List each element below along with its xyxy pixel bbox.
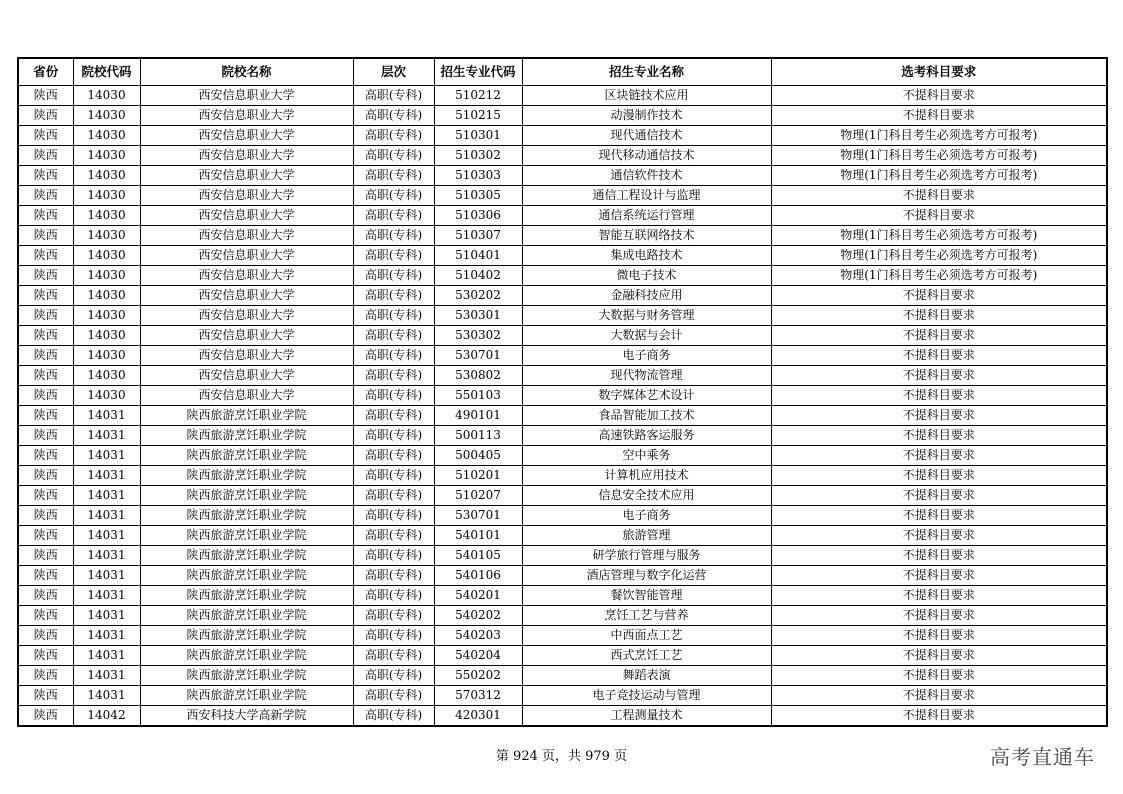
province-cell: 陕西 bbox=[18, 166, 73, 186]
level-cell: 高职(专科) bbox=[353, 406, 434, 426]
school-name-cell: 西安科技大学高新学院 bbox=[140, 706, 353, 727]
table-row bbox=[18, 86, 1107, 106]
table-row bbox=[18, 586, 1107, 606]
school-name-cell: 西安信息职业大学 bbox=[140, 246, 353, 266]
school-code-cell: 14030 bbox=[73, 186, 140, 206]
province-cell: 陕西 bbox=[18, 246, 73, 266]
major-name-cell: 大数据与会计 bbox=[522, 326, 771, 346]
level-cell: 高职(专科) bbox=[353, 146, 434, 166]
page-footer: 第 924 页，共 979 页 bbox=[495, 749, 628, 764]
school-code-cell: 14031 bbox=[73, 626, 140, 646]
subject-requirement-cell: 不提科目要求 bbox=[771, 446, 1107, 466]
table-row bbox=[18, 346, 1107, 366]
header-school-name: 院校名称 bbox=[140, 58, 353, 86]
school-code-cell: 14030 bbox=[73, 146, 140, 166]
table-row bbox=[18, 666, 1107, 686]
school-code-cell: 14030 bbox=[73, 246, 140, 266]
major-name-cell: 信息安全技术应用 bbox=[522, 486, 771, 506]
subject-requirement-cell: 物理(1门科目考生必须选考方可报考) bbox=[771, 246, 1107, 266]
major-name-cell: 研学旅行管理与服务 bbox=[522, 546, 771, 566]
school-name-cell: 西安信息职业大学 bbox=[140, 326, 353, 346]
subject-requirement-cell: 不提科目要求 bbox=[771, 666, 1107, 686]
province-cell: 陕西 bbox=[18, 126, 73, 146]
school-code-cell: 14030 bbox=[73, 346, 140, 366]
major-code-cell: 420301 bbox=[434, 706, 522, 727]
table-row bbox=[18, 266, 1107, 286]
level-cell: 高职(专科) bbox=[353, 606, 434, 626]
major-name-cell: 数字媒体艺术设计 bbox=[522, 386, 771, 406]
province-cell: 陕西 bbox=[18, 386, 73, 406]
level-cell: 高职(专科) bbox=[353, 586, 434, 606]
table-row bbox=[18, 386, 1107, 406]
header-major-name: 招生专业名称 bbox=[522, 58, 771, 86]
table-body bbox=[18, 86, 1107, 727]
school-name-cell: 陕西旅游烹饪职业学院 bbox=[140, 566, 353, 586]
subject-requirement-cell: 不提科目要求 bbox=[771, 306, 1107, 326]
school-code-cell: 14031 bbox=[73, 506, 140, 526]
major-name-cell: 烹饪工艺与营养 bbox=[522, 606, 771, 626]
major-code-cell: 510307 bbox=[434, 226, 522, 246]
school-code-cell: 14030 bbox=[73, 226, 140, 246]
major-code-cell: 540105 bbox=[434, 546, 522, 566]
school-name-cell: 西安信息职业大学 bbox=[140, 206, 353, 226]
major-code-cell: 540106 bbox=[434, 566, 522, 586]
subject-requirement-cell: 不提科目要求 bbox=[771, 466, 1107, 486]
level-cell: 高职(专科) bbox=[353, 566, 434, 586]
level-cell: 高职(专科) bbox=[353, 326, 434, 346]
major-name-cell: 金融科技应用 bbox=[522, 286, 771, 306]
major-name-cell: 电子竞技运动与管理 bbox=[522, 686, 771, 706]
table-row bbox=[18, 486, 1107, 506]
province-cell: 陕西 bbox=[18, 226, 73, 246]
major-name-cell: 舞蹈表演 bbox=[522, 666, 771, 686]
province-cell: 陕西 bbox=[18, 646, 73, 666]
major-code-cell: 510402 bbox=[434, 266, 522, 286]
level-cell: 高职(专科) bbox=[353, 626, 434, 646]
province-cell: 陕西 bbox=[18, 546, 73, 566]
major-name-cell: 微电子技术 bbox=[522, 266, 771, 286]
province-cell: 陕西 bbox=[18, 206, 73, 226]
province-cell: 陕西 bbox=[18, 506, 73, 526]
province-cell: 陕西 bbox=[18, 366, 73, 386]
school-name-cell: 西安信息职业大学 bbox=[140, 386, 353, 406]
level-cell: 高职(专科) bbox=[353, 446, 434, 466]
major-code-cell: 510401 bbox=[434, 246, 522, 266]
brand-watermark: 高考直通车 bbox=[990, 745, 1095, 769]
level-cell: 高职(专科) bbox=[353, 466, 434, 486]
province-cell: 陕西 bbox=[18, 586, 73, 606]
header-level: 层次 bbox=[353, 58, 434, 86]
school-code-cell: 14042 bbox=[73, 706, 140, 727]
province-cell: 陕西 bbox=[18, 346, 73, 366]
major-code-cell: 510301 bbox=[434, 126, 522, 146]
province-cell: 陕西 bbox=[18, 526, 73, 546]
table-row bbox=[18, 246, 1107, 266]
table-row bbox=[18, 686, 1107, 706]
major-name-cell: 餐饮智能管理 bbox=[522, 586, 771, 606]
province-cell: 陕西 bbox=[18, 706, 73, 727]
school-code-cell: 14030 bbox=[73, 266, 140, 286]
table-row bbox=[18, 286, 1107, 306]
major-name-cell: 通信工程设计与监理 bbox=[522, 186, 771, 206]
school-name-cell: 西安信息职业大学 bbox=[140, 266, 353, 286]
table-row bbox=[18, 326, 1107, 346]
enrollment-table bbox=[17, 57, 1108, 727]
table-row bbox=[18, 226, 1107, 246]
header-province: 省份 bbox=[18, 58, 73, 86]
school-name-cell: 陕西旅游烹饪职业学院 bbox=[140, 466, 353, 486]
province-cell: 陕西 bbox=[18, 86, 73, 106]
school-name-cell: 陕西旅游烹饪职业学院 bbox=[140, 446, 353, 466]
subject-requirement-cell: 不提科目要求 bbox=[771, 686, 1107, 706]
header-school-code: 院校代码 bbox=[73, 58, 140, 86]
school-name-cell: 陕西旅游烹饪职业学院 bbox=[140, 586, 353, 606]
major-name-cell: 现代移动通信技术 bbox=[522, 146, 771, 166]
subject-requirement-cell: 物理(1门科目考生必须选考方可报考) bbox=[771, 166, 1107, 186]
province-cell: 陕西 bbox=[18, 326, 73, 346]
school-name-cell: 西安信息职业大学 bbox=[140, 346, 353, 366]
school-code-cell: 14031 bbox=[73, 406, 140, 426]
major-code-cell: 500405 bbox=[434, 446, 522, 466]
major-name-cell: 计算机应用技术 bbox=[522, 466, 771, 486]
major-code-cell: 540202 bbox=[434, 606, 522, 626]
level-cell: 高职(专科) bbox=[353, 706, 434, 727]
school-code-cell: 14030 bbox=[73, 86, 140, 106]
province-cell: 陕西 bbox=[18, 146, 73, 166]
school-code-cell: 14031 bbox=[73, 446, 140, 466]
table-row bbox=[18, 646, 1107, 666]
level-cell: 高职(专科) bbox=[353, 106, 434, 126]
school-name-cell: 陕西旅游烹饪职业学院 bbox=[140, 426, 353, 446]
subject-requirement-cell: 不提科目要求 bbox=[771, 546, 1107, 566]
table-row bbox=[18, 126, 1107, 146]
school-name-cell: 陕西旅游烹饪职业学院 bbox=[140, 666, 353, 686]
major-name-cell: 智能互联网络技术 bbox=[522, 226, 771, 246]
major-name-cell: 动漫制作技术 bbox=[522, 106, 771, 126]
school-code-cell: 14031 bbox=[73, 566, 140, 586]
major-code-cell: 510215 bbox=[434, 106, 522, 126]
school-name-cell: 西安信息职业大学 bbox=[140, 366, 353, 386]
school-code-cell: 14030 bbox=[73, 386, 140, 406]
table-row bbox=[18, 706, 1107, 727]
major-code-cell: 530302 bbox=[434, 326, 522, 346]
major-code-cell: 510306 bbox=[434, 206, 522, 226]
table-row bbox=[18, 426, 1107, 446]
table-row bbox=[18, 306, 1107, 326]
level-cell: 高职(专科) bbox=[353, 386, 434, 406]
level-cell: 高职(专科) bbox=[353, 346, 434, 366]
province-cell: 陕西 bbox=[18, 666, 73, 686]
subject-requirement-cell: 不提科目要求 bbox=[771, 566, 1107, 586]
level-cell: 高职(专科) bbox=[353, 286, 434, 306]
school-name-cell: 西安信息职业大学 bbox=[140, 86, 353, 106]
subject-requirement-cell: 不提科目要求 bbox=[771, 206, 1107, 226]
province-cell: 陕西 bbox=[18, 266, 73, 286]
table-row bbox=[18, 106, 1107, 126]
table-row bbox=[18, 626, 1107, 646]
major-name-cell: 空中乘务 bbox=[522, 446, 771, 466]
level-cell: 高职(专科) bbox=[353, 486, 434, 506]
subject-requirement-cell: 不提科目要求 bbox=[771, 386, 1107, 406]
school-code-cell: 14031 bbox=[73, 526, 140, 546]
major-code-cell: 510201 bbox=[434, 466, 522, 486]
subject-requirement-cell: 不提科目要求 bbox=[771, 326, 1107, 346]
major-code-cell: 550103 bbox=[434, 386, 522, 406]
major-code-cell: 530802 bbox=[434, 366, 522, 386]
major-code-cell: 540101 bbox=[434, 526, 522, 546]
school-code-cell: 14031 bbox=[73, 426, 140, 446]
school-name-cell: 陕西旅游烹饪职业学院 bbox=[140, 486, 353, 506]
level-cell: 高职(专科) bbox=[353, 366, 434, 386]
school-name-cell: 西安信息职业大学 bbox=[140, 126, 353, 146]
level-cell: 高职(专科) bbox=[353, 86, 434, 106]
major-code-cell: 510303 bbox=[434, 166, 522, 186]
province-cell: 陕西 bbox=[18, 406, 73, 426]
school-name-cell: 陕西旅游烹饪职业学院 bbox=[140, 406, 353, 426]
major-code-cell: 550202 bbox=[434, 666, 522, 686]
province-cell: 陕西 bbox=[18, 286, 73, 306]
table-row bbox=[18, 506, 1107, 526]
major-code-cell: 570312 bbox=[434, 686, 522, 706]
table-row bbox=[18, 446, 1107, 466]
province-cell: 陕西 bbox=[18, 426, 73, 446]
province-cell: 陕西 bbox=[18, 306, 73, 326]
subject-requirement-cell: 不提科目要求 bbox=[771, 626, 1107, 646]
major-name-cell: 电子商务 bbox=[522, 346, 771, 366]
school-code-cell: 14030 bbox=[73, 206, 140, 226]
major-code-cell: 510207 bbox=[434, 486, 522, 506]
subject-requirement-cell: 不提科目要求 bbox=[771, 346, 1107, 366]
school-code-cell: 14030 bbox=[73, 286, 140, 306]
table-row bbox=[18, 186, 1107, 206]
major-name-cell: 通信软件技术 bbox=[522, 166, 771, 186]
major-name-cell: 高速铁路客运服务 bbox=[522, 426, 771, 446]
table-row bbox=[18, 366, 1107, 386]
subject-requirement-cell: 物理(1门科目考生必须选考方可报考) bbox=[771, 266, 1107, 286]
subject-requirement-cell: 不提科目要求 bbox=[771, 526, 1107, 546]
subject-requirement-cell: 不提科目要求 bbox=[771, 606, 1107, 626]
subject-requirement-cell: 不提科目要求 bbox=[771, 706, 1107, 727]
subject-requirement-cell: 物理(1门科目考生必须选考方可报考) bbox=[771, 146, 1107, 166]
table-row bbox=[18, 606, 1107, 626]
major-name-cell: 旅游管理 bbox=[522, 526, 771, 546]
level-cell: 高职(专科) bbox=[353, 166, 434, 186]
subject-requirement-cell: 不提科目要求 bbox=[771, 486, 1107, 506]
province-cell: 陕西 bbox=[18, 186, 73, 206]
major-code-cell: 510212 bbox=[434, 86, 522, 106]
table-row bbox=[18, 546, 1107, 566]
level-cell: 高职(专科) bbox=[353, 666, 434, 686]
major-name-cell: 食品智能加工技术 bbox=[522, 406, 771, 426]
school-code-cell: 14031 bbox=[73, 486, 140, 506]
major-name-cell: 中西面点工艺 bbox=[522, 626, 771, 646]
province-cell: 陕西 bbox=[18, 566, 73, 586]
level-cell: 高职(专科) bbox=[353, 126, 434, 146]
table-row bbox=[18, 406, 1107, 426]
level-cell: 高职(专科) bbox=[353, 226, 434, 246]
school-code-cell: 14030 bbox=[73, 326, 140, 346]
major-name-cell: 大数据与财务管理 bbox=[522, 306, 771, 326]
school-code-cell: 14031 bbox=[73, 646, 140, 666]
level-cell: 高职(专科) bbox=[353, 646, 434, 666]
header-major-code: 招生专业代码 bbox=[434, 58, 522, 86]
level-cell: 高职(专科) bbox=[353, 206, 434, 226]
major-code-cell: 500113 bbox=[434, 426, 522, 446]
header-subject-requirement: 选考科目要求 bbox=[771, 58, 1107, 86]
school-name-cell: 西安信息职业大学 bbox=[140, 146, 353, 166]
province-cell: 陕西 bbox=[18, 106, 73, 126]
level-cell: 高职(专科) bbox=[353, 546, 434, 566]
subject-requirement-cell: 物理(1门科目考生必须选考方可报考) bbox=[771, 126, 1107, 146]
subject-requirement-cell: 不提科目要求 bbox=[771, 406, 1107, 426]
table-row bbox=[18, 146, 1107, 166]
school-code-cell: 14030 bbox=[73, 126, 140, 146]
school-code-cell: 14030 bbox=[73, 366, 140, 386]
major-code-cell: 540204 bbox=[434, 646, 522, 666]
subject-requirement-cell: 不提科目要求 bbox=[771, 506, 1107, 526]
province-cell: 陕西 bbox=[18, 446, 73, 466]
school-code-cell: 14030 bbox=[73, 166, 140, 186]
table-row bbox=[18, 466, 1107, 486]
subject-requirement-cell: 不提科目要求 bbox=[771, 86, 1107, 106]
major-code-cell: 530202 bbox=[434, 286, 522, 306]
major-code-cell: 510305 bbox=[434, 186, 522, 206]
level-cell: 高职(专科) bbox=[353, 246, 434, 266]
level-cell: 高职(专科) bbox=[353, 306, 434, 326]
major-name-cell: 集成电路技术 bbox=[522, 246, 771, 266]
school-code-cell: 14031 bbox=[73, 686, 140, 706]
major-name-cell: 电子商务 bbox=[522, 506, 771, 526]
major-name-cell: 现代物流管理 bbox=[522, 366, 771, 386]
school-code-cell: 14030 bbox=[73, 106, 140, 126]
major-name-cell: 通信系统运行管理 bbox=[522, 206, 771, 226]
subject-requirement-cell: 不提科目要求 bbox=[771, 586, 1107, 606]
level-cell: 高职(专科) bbox=[353, 426, 434, 446]
school-code-cell: 14031 bbox=[73, 666, 140, 686]
major-code-cell: 530701 bbox=[434, 346, 522, 366]
major-code-cell: 510302 bbox=[434, 146, 522, 166]
school-code-cell: 14031 bbox=[73, 546, 140, 566]
school-code-cell: 14031 bbox=[73, 606, 140, 626]
table-header-row bbox=[18, 58, 1107, 86]
major-code-cell: 530301 bbox=[434, 306, 522, 326]
province-cell: 陕西 bbox=[18, 486, 73, 506]
major-name-cell: 区块链技术应用 bbox=[522, 86, 771, 106]
school-code-cell: 14030 bbox=[73, 306, 140, 326]
school-name-cell: 西安信息职业大学 bbox=[140, 106, 353, 126]
province-cell: 陕西 bbox=[18, 626, 73, 646]
school-code-cell: 14031 bbox=[73, 586, 140, 606]
school-name-cell: 西安信息职业大学 bbox=[140, 286, 353, 306]
school-name-cell: 西安信息职业大学 bbox=[140, 186, 353, 206]
table-row bbox=[18, 166, 1107, 186]
school-name-cell: 陕西旅游烹饪职业学院 bbox=[140, 626, 353, 646]
subject-requirement-cell: 不提科目要求 bbox=[771, 426, 1107, 446]
school-name-cell: 陕西旅游烹饪职业学院 bbox=[140, 646, 353, 666]
major-name-cell: 工程测量技术 bbox=[522, 706, 771, 727]
major-code-cell: 540201 bbox=[434, 586, 522, 606]
level-cell: 高职(专科) bbox=[353, 526, 434, 546]
table-row bbox=[18, 566, 1107, 586]
major-code-cell: 540203 bbox=[434, 626, 522, 646]
school-name-cell: 陕西旅游烹饪职业学院 bbox=[140, 526, 353, 546]
province-cell: 陕西 bbox=[18, 606, 73, 626]
school-name-cell: 陕西旅游烹饪职业学院 bbox=[140, 606, 353, 626]
school-name-cell: 西安信息职业大学 bbox=[140, 226, 353, 246]
subject-requirement-cell: 不提科目要求 bbox=[771, 106, 1107, 126]
level-cell: 高职(专科) bbox=[353, 686, 434, 706]
school-name-cell: 陕西旅游烹饪职业学院 bbox=[140, 686, 353, 706]
major-code-cell: 490101 bbox=[434, 406, 522, 426]
subject-requirement-cell: 物理(1门科目考生必须选考方可报考) bbox=[771, 226, 1107, 246]
subject-requirement-cell: 不提科目要求 bbox=[771, 646, 1107, 666]
table-row bbox=[18, 206, 1107, 226]
school-code-cell: 14031 bbox=[73, 466, 140, 486]
major-name-cell: 酒店管理与数字化运营 bbox=[522, 566, 771, 586]
subject-requirement-cell: 不提科目要求 bbox=[771, 186, 1107, 206]
province-cell: 陕西 bbox=[18, 686, 73, 706]
province-cell: 陕西 bbox=[18, 466, 73, 486]
school-name-cell: 西安信息职业大学 bbox=[140, 166, 353, 186]
subject-requirement-cell: 不提科目要求 bbox=[771, 286, 1107, 306]
school-name-cell: 陕西旅游烹饪职业学院 bbox=[140, 506, 353, 526]
table-row bbox=[18, 526, 1107, 546]
school-name-cell: 陕西旅游烹饪职业学院 bbox=[140, 546, 353, 566]
subject-requirement-cell: 不提科目要求 bbox=[771, 366, 1107, 386]
school-name-cell: 西安信息职业大学 bbox=[140, 306, 353, 326]
level-cell: 高职(专科) bbox=[353, 266, 434, 286]
level-cell: 高职(专科) bbox=[353, 506, 434, 526]
major-name-cell: 现代通信技术 bbox=[522, 126, 771, 146]
major-name-cell: 西式烹饪工艺 bbox=[522, 646, 771, 666]
major-code-cell: 530701 bbox=[434, 506, 522, 526]
level-cell: 高职(专科) bbox=[353, 186, 434, 206]
